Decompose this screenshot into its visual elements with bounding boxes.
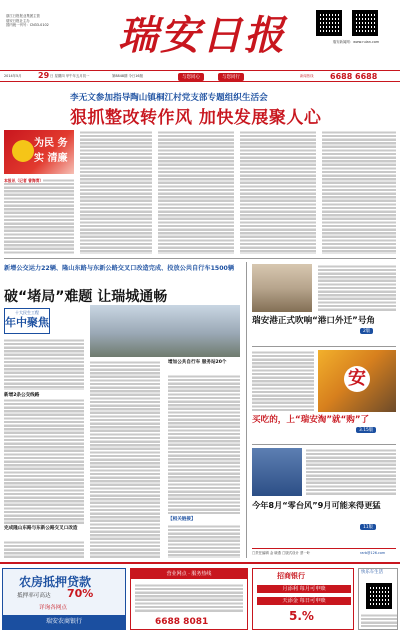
- cmb-ad-bank: 招商银行: [277, 572, 305, 580]
- day-number: 29: [38, 71, 50, 80]
- mid-ad-phone: 6688 8081: [155, 617, 209, 627]
- editor-credits: □责任编辑 金 晓燕 □版式设计 蔡一叶: [252, 551, 311, 555]
- cmb-ad[interactable]: [252, 568, 354, 630]
- related-link-tag[interactable]: 【相关链接】: [168, 517, 196, 522]
- port-photo[interactable]: [252, 264, 312, 312]
- date-bar: [0, 70, 400, 82]
- sidebar-item1-headline[interactable]: 瑞安港正式吹响“港口外迁”号角: [252, 316, 376, 326]
- cmb-ad-line1: 月添利 每月可申赎: [257, 585, 351, 593]
- year-mid-focus-box: [4, 308, 50, 334]
- qr-code-icon[interactable]: [352, 10, 378, 36]
- publisher-line: 浙江日报报业集团主管: [6, 14, 40, 18]
- qr-code-icon[interactable]: [316, 10, 342, 36]
- editor-footer: [252, 548, 396, 558]
- food-collage-image[interactable]: [318, 350, 396, 412]
- cmb-ad-rate: 5.%: [289, 609, 314, 623]
- bank-ad[interactable]: [2, 568, 126, 630]
- second-story-col1-top: [4, 338, 84, 390]
- mid-ad-body: [135, 583, 243, 613]
- sidebar-item3-headline[interactable]: 今年8月“零台风”9月可能来得更猛: [252, 500, 381, 510]
- top-story-body-col1: [4, 178, 74, 254]
- sidebar-item1-body: [318, 264, 396, 312]
- bank-ad-title: 农房抵押贷款: [19, 575, 92, 589]
- side-section-title: 增加公共自行车 服务站20个: [168, 360, 227, 365]
- section-divider: [4, 258, 396, 259]
- top-story-headline[interactable]: 狠抓整改转作风 加快发展聚人心: [70, 108, 322, 128]
- sidebar-divider: [252, 346, 396, 347]
- publisher-line: 国内统一刊号：CN33-0102: [6, 23, 49, 28]
- masthead: [0, 0, 400, 70]
- cmb-ad-line2: 天添金 每日可申赎: [257, 597, 351, 605]
- hotline-number[interactable]: 6688 6688: [330, 72, 378, 81]
- car-ad-note: 快乐车生活: [361, 570, 383, 575]
- page-tag[interactable]: 2版: [360, 328, 373, 334]
- mid-ad-title: 营业网点 · 服务热线: [131, 569, 247, 579]
- focus-box-title: 年中聚焦: [5, 316, 49, 329]
- second-story-headline[interactable]: 破“堵局”难题 让瑞城通畅: [4, 289, 168, 305]
- bank-ad-name: 瑞安农商银行: [3, 615, 125, 629]
- second-story-col2: [90, 360, 160, 558]
- qr-code-icon[interactable]: [366, 583, 392, 609]
- mid-ad[interactable]: [130, 568, 248, 630]
- weather-map-image[interactable]: [252, 448, 302, 496]
- bank-ad-tip: 详询各网点: [39, 605, 67, 611]
- related-link-body: [168, 524, 240, 558]
- year-month: 2014年5月: [4, 74, 22, 78]
- top-story-body-col5: [322, 130, 396, 254]
- top-story-body-col3: [158, 130, 234, 254]
- page-tag[interactable]: 3.15版: [356, 427, 376, 433]
- sidebar-item3-body: [306, 448, 396, 496]
- section-title: 新增2条公交线路: [4, 393, 40, 398]
- ad-divider: [0, 562, 400, 564]
- sidebar-item2-body: [252, 350, 314, 412]
- second-story-col1-end: [4, 540, 84, 558]
- party-banner-image: [4, 130, 74, 174]
- banner-slogan: 为民 务实 清廉: [34, 138, 68, 164]
- sidebar-item2-headline[interactable]: 买吃的，上“瑞安淘”就“购”了: [252, 415, 370, 425]
- page-tag[interactable]: 11版: [360, 524, 376, 530]
- bank-ad-sub: 抵押率可高达: [17, 593, 51, 599]
- editor-email[interactable]: rarb@126.com: [360, 551, 386, 555]
- top-story-body-col4: [240, 130, 316, 254]
- focus-box-small: 十大民生工程: [15, 310, 39, 315]
- second-story-kicker[interactable]: 新增公交运力22辆、隆山东路与东新公路交叉口改造完成、投放公共自行车1500辆: [4, 265, 235, 272]
- issue-number: 第8848期 今日16版: [112, 74, 143, 78]
- second-story-col1: [4, 398, 84, 524]
- car-ad[interactable]: [358, 568, 398, 630]
- publisher-line: 瑞安日报社主办: [6, 18, 30, 23]
- second-story-col3: [168, 374, 240, 514]
- newspaper-logo[interactable]: 瑞安日报: [118, 12, 286, 59]
- an-character-badge: 安: [344, 366, 370, 392]
- byline: 本报讯（记者 曾海青）: [4, 178, 44, 183]
- website-note[interactable]: 瑞安新闻网：www.ruian.com: [332, 40, 380, 44]
- publisher-info: [6, 14, 76, 28]
- party-emblem-icon: [12, 140, 34, 162]
- top-story-body-col2: [80, 130, 152, 254]
- bank-ad-rate: 70%: [67, 587, 94, 600]
- top-story-kicker[interactable]: 李无文参加指导陶山镇桐江村党支部专题组织生活会: [70, 93, 268, 103]
- car-ad-body: [361, 613, 397, 627]
- hotline-label: 新闻热线: [300, 74, 314, 78]
- column-divider: [246, 262, 247, 558]
- sidebar-divider: [252, 444, 396, 445]
- slogan-chip[interactable]: 与您同心: [178, 73, 204, 81]
- road-photo[interactable]: [90, 305, 240, 357]
- slogan-chip[interactable]: 与您同行: [218, 73, 244, 81]
- bottom-section-title: 完成隆山东路与东新公路交叉口改造: [4, 526, 78, 531]
- weekday-lunar: 日 星期四 甲午年五月初一: [50, 74, 90, 78]
